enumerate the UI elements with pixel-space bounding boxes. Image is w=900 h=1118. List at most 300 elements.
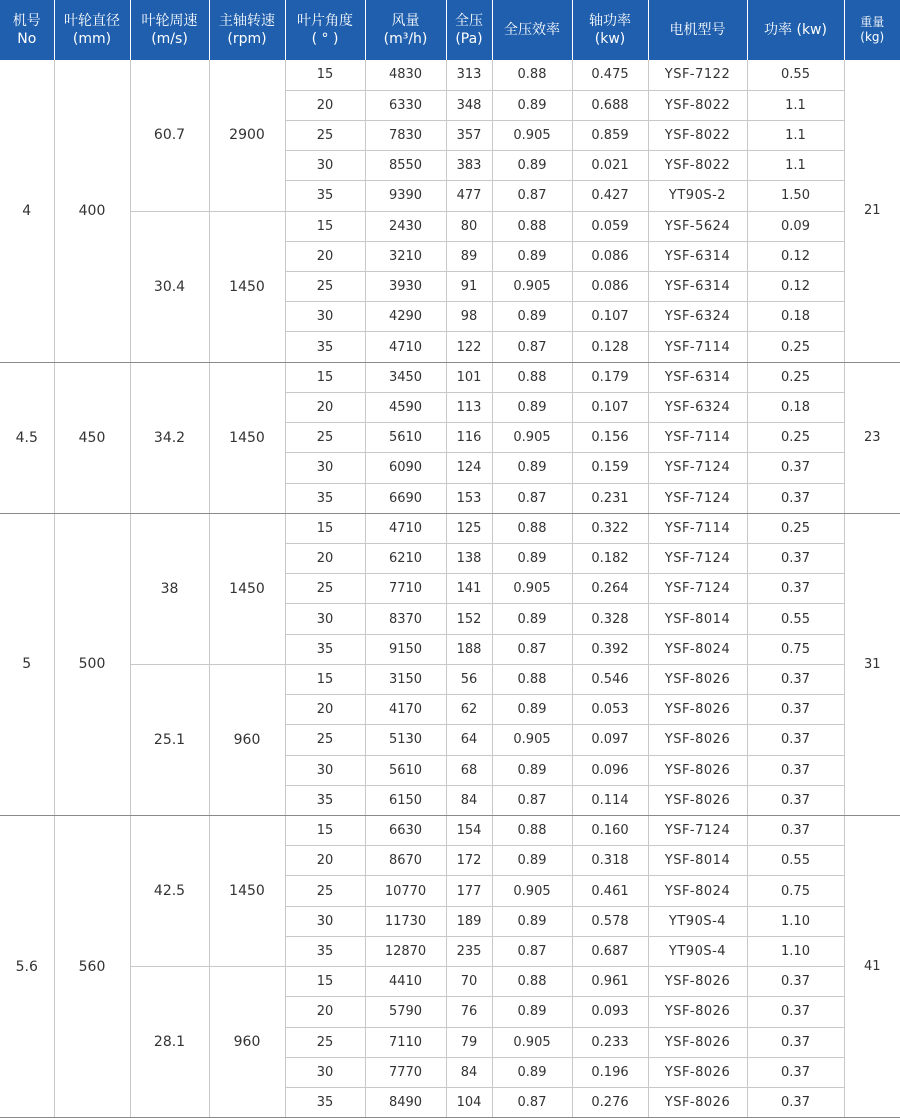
efficiency-cell: 0.905 [492, 725, 572, 755]
blade-angle-cell: 20 [285, 846, 365, 876]
pressure-cell: 154 [446, 815, 492, 845]
motor-model-cell: YT90S-4 [648, 936, 747, 966]
shaft-power-cell: 0.688 [572, 90, 648, 120]
header-motor-power-line: 功率 (kw) [764, 22, 827, 38]
pressure-cell: 84 [446, 785, 492, 815]
motor-model-cell: YSF-8026 [648, 1087, 747, 1117]
efficiency-cell: 0.88 [492, 664, 572, 694]
blade-angle-cell: 35 [285, 332, 365, 362]
shaft-power-cell: 0.059 [572, 211, 648, 241]
shaft-power-cell: 0.328 [572, 604, 648, 634]
motor-model-cell: YSF-8024 [648, 876, 747, 906]
header-airflow-line: (m³/h) [383, 31, 428, 47]
machine-no-cell: 4.5 [0, 362, 54, 513]
motor-power-cell: 0.37 [747, 725, 844, 755]
motor-model-cell: YSF-7122 [648, 60, 747, 90]
airflow-cell: 5610 [365, 755, 446, 785]
blade-angle-cell: 20 [285, 695, 365, 725]
shaft-power-cell: 0.546 [572, 664, 648, 694]
blade-angle-cell: 25 [285, 272, 365, 302]
motor-power-cell: 1.1 [747, 120, 844, 150]
airflow-cell: 6210 [365, 544, 446, 574]
pressure-cell: 122 [446, 332, 492, 362]
shaft-power-cell: 0.086 [572, 272, 648, 302]
tip-speed-cell: 30.4 [130, 211, 209, 362]
shaft-power-cell: 0.687 [572, 936, 648, 966]
blade-angle-cell: 15 [285, 211, 365, 241]
pressure-cell: 383 [446, 151, 492, 181]
motor-power-cell: 0.25 [747, 513, 844, 543]
efficiency-cell: 0.89 [492, 755, 572, 785]
motor-power-cell: 0.37 [747, 664, 844, 694]
header-airflow [365, 0, 446, 60]
pressure-cell: 313 [446, 60, 492, 90]
blade-angle-cell: 15 [285, 60, 365, 90]
motor-model-cell: YSF-8014 [648, 846, 747, 876]
airflow-cell: 4590 [365, 392, 446, 422]
header-rpm-line: (rpm) [227, 31, 267, 47]
header-rpm-line: 主轴转速 [219, 13, 275, 29]
blade-angle-cell: 35 [285, 483, 365, 513]
tip-speed-cell: 60.7 [130, 60, 209, 211]
airflow-cell: 6330 [365, 90, 446, 120]
airflow-cell: 7830 [365, 120, 446, 150]
motor-power-cell: 0.18 [747, 392, 844, 422]
tip-speed-cell: 25.1 [130, 664, 209, 815]
pressure-cell: 98 [446, 302, 492, 332]
efficiency-cell: 0.89 [492, 604, 572, 634]
pressure-cell: 89 [446, 241, 492, 271]
blade-angle-cell: 30 [285, 151, 365, 181]
efficiency-cell: 0.89 [492, 90, 572, 120]
airflow-cell: 4830 [365, 60, 446, 90]
efficiency-cell: 0.87 [492, 785, 572, 815]
motor-model-cell: YSF-7114 [648, 513, 747, 543]
airflow-cell: 4410 [365, 967, 446, 997]
airflow-cell: 6090 [365, 453, 446, 483]
airflow-cell: 7770 [365, 1057, 446, 1087]
shaft-power-cell: 0.859 [572, 120, 648, 150]
motor-model-cell: YSF-5624 [648, 211, 747, 241]
pressure-cell: 113 [446, 392, 492, 422]
pressure-cell: 348 [446, 90, 492, 120]
motor-power-cell: 0.12 [747, 241, 844, 271]
motor-power-cell: 0.37 [747, 695, 844, 725]
efficiency-cell: 0.88 [492, 967, 572, 997]
blade-angle-cell: 35 [285, 181, 365, 211]
blade-angle-cell: 15 [285, 513, 365, 543]
motor-model-cell: YSF-7124 [648, 544, 747, 574]
efficiency-cell: 0.88 [492, 60, 572, 90]
motor-model-cell: YSF-6324 [648, 392, 747, 422]
shaft-power-cell: 0.097 [572, 725, 648, 755]
machine-no-cell: 5.6 [0, 815, 54, 1117]
blade-angle-cell: 35 [285, 785, 365, 815]
airflow-cell: 6690 [365, 483, 446, 513]
efficiency-cell: 0.89 [492, 392, 572, 422]
motor-model-cell: YSF-8022 [648, 151, 747, 181]
table-row [0, 513, 900, 543]
pressure-cell: 84 [446, 1057, 492, 1087]
shaft-rpm-cell: 1450 [209, 362, 285, 513]
motor-power-cell: 0.55 [747, 60, 844, 90]
airflow-cell: 3450 [365, 362, 446, 392]
shaft-power-cell: 0.318 [572, 846, 648, 876]
airflow-cell: 2430 [365, 211, 446, 241]
motor-model-cell: YSF-8026 [648, 725, 747, 755]
blade-angle-cell: 30 [285, 1057, 365, 1087]
header-shaft-power-line: (kw) [594, 31, 626, 47]
header-weight [844, 0, 900, 60]
shaft-power-cell: 0.114 [572, 785, 648, 815]
efficiency-cell: 0.87 [492, 332, 572, 362]
efficiency-cell: 0.88 [492, 362, 572, 392]
airflow-cell: 11730 [365, 906, 446, 936]
motor-power-cell: 0.37 [747, 967, 844, 997]
efficiency-cell: 0.88 [492, 815, 572, 845]
motor-model-cell: YSF-8026 [648, 695, 747, 725]
airflow-cell: 9390 [365, 181, 446, 211]
motor-power-cell: 1.10 [747, 906, 844, 936]
efficiency-cell: 0.88 [492, 211, 572, 241]
shaft-power-cell: 0.231 [572, 483, 648, 513]
airflow-cell: 4290 [365, 302, 446, 332]
airflow-cell: 5790 [365, 997, 446, 1027]
motor-power-cell: 0.25 [747, 362, 844, 392]
header-efficiency [492, 0, 572, 60]
blade-angle-cell: 20 [285, 90, 365, 120]
pressure-cell: 477 [446, 181, 492, 211]
header-pressure-line: 全压 [455, 13, 483, 29]
airflow-cell: 5610 [365, 423, 446, 453]
motor-model-cell: YSF-8026 [648, 755, 747, 785]
motor-model-cell: YSF-8022 [648, 120, 747, 150]
blade-angle-cell: 15 [285, 664, 365, 694]
motor-power-cell: 0.37 [747, 453, 844, 483]
shaft-power-cell: 0.160 [572, 815, 648, 845]
tip-speed-cell: 34.2 [130, 362, 209, 513]
pressure-cell: 116 [446, 423, 492, 453]
header-tip-speed-line: (m/s) [151, 31, 188, 47]
machine-no-cell: 4 [0, 60, 54, 362]
shaft-power-cell: 0.179 [572, 362, 648, 392]
motor-model-cell: YSF-7114 [648, 423, 747, 453]
shaft-power-cell: 0.107 [572, 302, 648, 332]
pressure-cell: 189 [446, 906, 492, 936]
shaft-power-cell: 0.021 [572, 151, 648, 181]
header-no-line: 机号 [12, 13, 41, 29]
pressure-cell: 138 [446, 544, 492, 574]
shaft-power-cell: 0.578 [572, 906, 648, 936]
motor-power-cell: 0.37 [747, 755, 844, 785]
motor-model-cell: YT90S-2 [648, 181, 747, 211]
header-rpm [209, 0, 285, 60]
motor-power-cell: 0.37 [747, 997, 844, 1027]
blade-angle-cell: 25 [285, 423, 365, 453]
motor-power-cell: 0.25 [747, 423, 844, 453]
header-weight-line: (kg) [860, 30, 885, 44]
efficiency-cell: 0.89 [492, 997, 572, 1027]
header-tip-speed-line: 叶轮周速 [141, 13, 198, 29]
pressure-cell: 172 [446, 846, 492, 876]
table-row [0, 664, 900, 694]
pressure-cell: 101 [446, 362, 492, 392]
efficiency-cell: 0.87 [492, 1087, 572, 1117]
motor-power-cell: 0.75 [747, 876, 844, 906]
shaft-power-cell: 0.264 [572, 574, 648, 604]
motor-power-cell: 1.50 [747, 181, 844, 211]
shaft-power-cell: 0.107 [572, 392, 648, 422]
pressure-cell: 68 [446, 755, 492, 785]
shaft-power-cell: 0.093 [572, 997, 648, 1027]
pressure-cell: 141 [446, 574, 492, 604]
table-row [0, 60, 900, 90]
shaft-power-cell: 0.475 [572, 60, 648, 90]
blade-angle-cell: 15 [285, 362, 365, 392]
blade-angle-cell: 30 [285, 302, 365, 332]
blade-angle-cell: 30 [285, 906, 365, 936]
header-efficiency-line: 全压效率 [504, 22, 560, 38]
table-body [0, 60, 900, 1118]
motor-model-cell: YSF-7124 [648, 574, 747, 604]
airflow-cell: 10770 [365, 876, 446, 906]
motor-power-cell: 1.1 [747, 90, 844, 120]
efficiency-cell: 0.89 [492, 695, 572, 725]
header-pressure [446, 0, 492, 60]
pressure-cell: 64 [446, 725, 492, 755]
shaft-power-cell: 0.322 [572, 513, 648, 543]
airflow-cell: 7110 [365, 1027, 446, 1057]
motor-power-cell: 0.37 [747, 1057, 844, 1087]
motor-power-cell: 0.37 [747, 1027, 844, 1057]
efficiency-cell: 0.89 [492, 453, 572, 483]
shaft-power-cell: 0.276 [572, 1087, 648, 1117]
airflow-cell: 3930 [365, 272, 446, 302]
motor-power-cell: 0.37 [747, 785, 844, 815]
efficiency-cell: 0.87 [492, 936, 572, 966]
pressure-cell: 104 [446, 1087, 492, 1117]
shaft-rpm-cell: 960 [209, 967, 285, 1118]
airflow-cell: 3210 [365, 241, 446, 271]
shaft-power-cell: 0.961 [572, 967, 648, 997]
efficiency-cell: 0.905 [492, 876, 572, 906]
header-shaft-power-line: 轴功率 [589, 13, 631, 29]
motor-model-cell: YSF-8026 [648, 785, 747, 815]
pressure-cell: 56 [446, 664, 492, 694]
machine-no-cell: 5 [0, 513, 54, 815]
table-row [0, 967, 900, 997]
motor-model-cell: YSF-7124 [648, 815, 747, 845]
efficiency-cell: 0.89 [492, 151, 572, 181]
blade-angle-cell: 25 [285, 120, 365, 150]
efficiency-cell: 0.89 [492, 1057, 572, 1087]
pressure-cell: 62 [446, 695, 492, 725]
motor-power-cell: 0.37 [747, 1087, 844, 1117]
airflow-cell: 5130 [365, 725, 446, 755]
header-row [0, 0, 900, 60]
pressure-cell: 91 [446, 272, 492, 302]
motor-model-cell: YSF-8026 [648, 664, 747, 694]
airflow-cell: 8550 [365, 151, 446, 181]
motor-model-cell: YSF-8026 [648, 967, 747, 997]
motor-model-cell: YSF-8024 [648, 634, 747, 664]
motor-model-cell: YSF-8026 [648, 1027, 747, 1057]
blade-angle-cell: 30 [285, 755, 365, 785]
header-blade-angle-line: ( ° ) [311, 31, 339, 47]
motor-power-cell: 1.1 [747, 151, 844, 181]
motor-model-cell: YSF-8022 [648, 90, 747, 120]
shaft-rpm-cell: 1450 [209, 815, 285, 966]
tip-speed-cell: 28.1 [130, 967, 209, 1118]
weight-cell: 21 [844, 60, 900, 362]
motor-power-cell: 0.75 [747, 634, 844, 664]
motor-model-cell: YSF-7124 [648, 483, 747, 513]
motor-power-cell: 0.55 [747, 846, 844, 876]
motor-power-cell: 0.37 [747, 544, 844, 574]
header-no-line: No [17, 31, 37, 47]
airflow-cell: 4710 [365, 513, 446, 543]
shaft-power-cell: 0.461 [572, 876, 648, 906]
airflow-cell: 6630 [365, 815, 446, 845]
motor-model-cell: YSF-6324 [648, 302, 747, 332]
shaft-rpm-cell: 1450 [209, 513, 285, 664]
pressure-cell: 124 [446, 453, 492, 483]
blade-angle-cell: 30 [285, 453, 365, 483]
motor-model-cell: YSF-6314 [648, 241, 747, 271]
motor-power-cell: 0.37 [747, 815, 844, 845]
blade-angle-cell: 15 [285, 967, 365, 997]
table-header [0, 0, 900, 60]
motor-power-cell: 1.10 [747, 936, 844, 966]
shaft-power-cell: 0.427 [572, 181, 648, 211]
airflow-cell: 4710 [365, 332, 446, 362]
header-shaft-power [572, 0, 648, 60]
shaft-rpm-cell: 960 [209, 664, 285, 815]
motor-model-cell: YT90S-4 [648, 906, 747, 936]
header-motor-power [747, 0, 844, 60]
motor-power-cell: 0.12 [747, 272, 844, 302]
pressure-cell: 79 [446, 1027, 492, 1057]
header-motor-model-line: 电机型号 [669, 22, 726, 38]
efficiency-cell: 0.88 [492, 513, 572, 543]
impeller-diameter-cell: 450 [54, 362, 130, 513]
shaft-power-cell: 0.128 [572, 332, 648, 362]
blade-angle-cell: 20 [285, 997, 365, 1027]
pressure-cell: 152 [446, 604, 492, 634]
motor-power-cell: 0.25 [747, 332, 844, 362]
table-row [0, 211, 900, 241]
shaft-power-cell: 0.392 [572, 634, 648, 664]
efficiency-cell: 0.87 [492, 483, 572, 513]
table-row [0, 815, 900, 845]
header-blade-angle-line: 叶片角度 [297, 13, 353, 29]
header-blade-angle [285, 0, 365, 60]
blade-angle-cell: 15 [285, 815, 365, 845]
airflow-cell: 8670 [365, 846, 446, 876]
motor-model-cell: YSF-6314 [648, 362, 747, 392]
efficiency-cell: 0.87 [492, 181, 572, 211]
shaft-power-cell: 0.086 [572, 241, 648, 271]
header-pressure-line: (Pa) [455, 31, 483, 47]
motor-power-cell: 0.09 [747, 211, 844, 241]
pressure-cell: 188 [446, 634, 492, 664]
impeller-diameter-cell: 500 [54, 513, 130, 815]
pressure-cell: 177 [446, 876, 492, 906]
motor-model-cell: YSF-7114 [648, 332, 747, 362]
tip-speed-cell: 42.5 [130, 815, 209, 966]
header-airflow-line: 风量 [391, 13, 420, 29]
pressure-cell: 76 [446, 997, 492, 1027]
pressure-cell: 153 [446, 483, 492, 513]
blade-angle-cell: 35 [285, 634, 365, 664]
airflow-cell: 3150 [365, 664, 446, 694]
blade-angle-cell: 35 [285, 1087, 365, 1117]
efficiency-cell: 0.905 [492, 423, 572, 453]
header-diameter-line: (mm) [72, 31, 112, 47]
blade-angle-cell: 25 [285, 1027, 365, 1057]
blade-angle-cell: 25 [285, 725, 365, 755]
shaft-power-cell: 0.233 [572, 1027, 648, 1057]
efficiency-cell: 0.905 [492, 272, 572, 302]
header-no [0, 0, 54, 60]
motor-power-cell: 0.37 [747, 483, 844, 513]
header-tip-speed [130, 0, 209, 60]
table-row [0, 362, 900, 392]
pressure-cell: 125 [446, 513, 492, 543]
weight-cell: 41 [844, 815, 900, 1117]
shaft-power-cell: 0.196 [572, 1057, 648, 1087]
motor-model-cell: YSF-7124 [648, 453, 747, 483]
motor-model-cell: YSF-8014 [648, 604, 747, 634]
airflow-cell: 8370 [365, 604, 446, 634]
shaft-power-cell: 0.159 [572, 453, 648, 483]
impeller-diameter-cell: 560 [54, 815, 130, 1117]
efficiency-cell: 0.905 [492, 574, 572, 604]
shaft-rpm-cell: 1450 [209, 211, 285, 362]
efficiency-cell: 0.905 [492, 1027, 572, 1057]
pressure-cell: 70 [446, 967, 492, 997]
motor-model-cell: YSF-8026 [648, 1057, 747, 1087]
airflow-cell: 9150 [365, 634, 446, 664]
blade-angle-cell: 20 [285, 544, 365, 574]
blade-angle-cell: 25 [285, 574, 365, 604]
weight-cell: 23 [844, 362, 900, 513]
efficiency-cell: 0.89 [492, 544, 572, 574]
tip-speed-cell: 38 [130, 513, 209, 664]
blade-angle-cell: 25 [285, 876, 365, 906]
pressure-cell: 80 [446, 211, 492, 241]
impeller-diameter-cell: 400 [54, 60, 130, 362]
efficiency-cell: 0.89 [492, 302, 572, 332]
header-diameter-line: 叶轮直径 [64, 13, 120, 29]
pressure-cell: 357 [446, 120, 492, 150]
motor-model-cell: YSF-8026 [648, 997, 747, 1027]
header-motor-model [648, 0, 747, 60]
airflow-cell: 4170 [365, 695, 446, 725]
weight-cell: 31 [844, 513, 900, 815]
airflow-cell: 12870 [365, 936, 446, 966]
blade-angle-cell: 35 [285, 936, 365, 966]
efficiency-cell: 0.89 [492, 906, 572, 936]
blade-angle-cell: 20 [285, 241, 365, 271]
shaft-power-cell: 0.096 [572, 755, 648, 785]
shaft-power-cell: 0.053 [572, 695, 648, 725]
blade-angle-cell: 30 [285, 604, 365, 634]
shaft-power-cell: 0.182 [572, 544, 648, 574]
motor-power-cell: 0.18 [747, 302, 844, 332]
pressure-cell: 235 [446, 936, 492, 966]
motor-model-cell: YSF-6314 [648, 272, 747, 302]
